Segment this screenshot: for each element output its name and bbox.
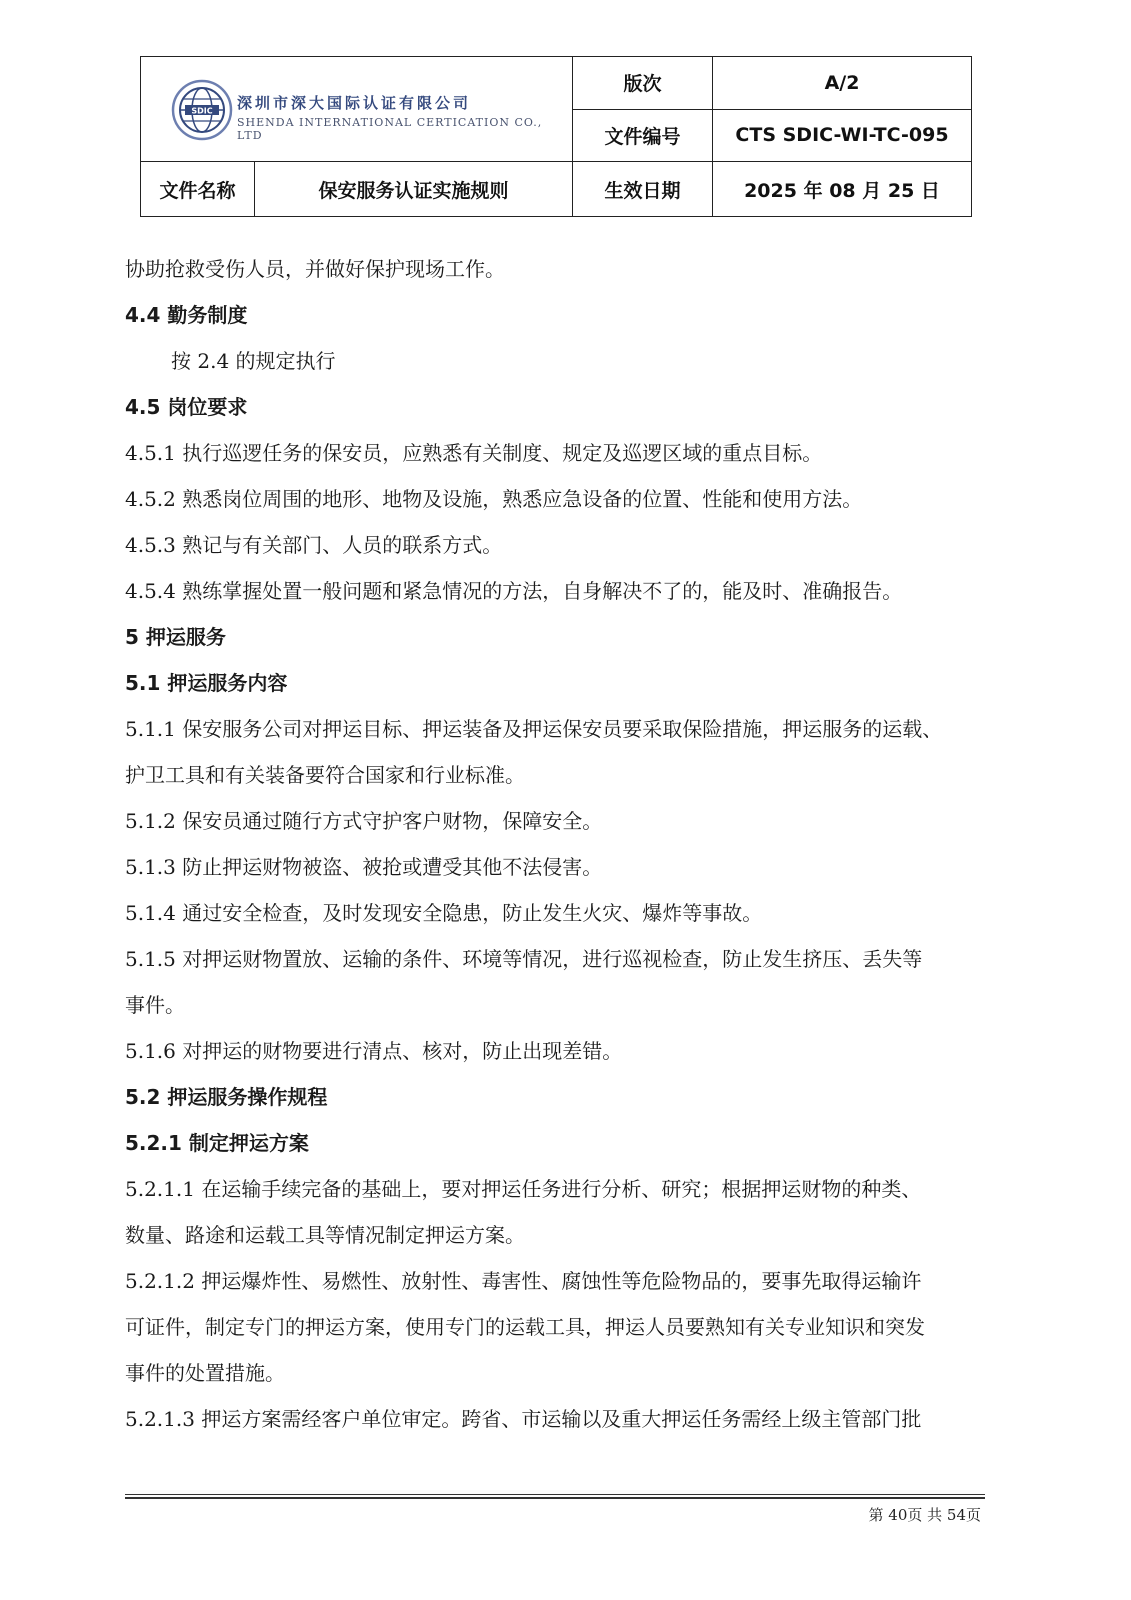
body-line: 5.2.1.3 押运方案需经客户单位审定。跨省、市运输以及重大押运任务需经上级主管部门批 [125,1407,922,1431]
section-heading: 4.5 岗位要求 [125,395,248,419]
section-heading: 5.1 押运服务内容 [125,671,288,695]
body-line: 5.1.6 对押运的财物要进行清点、核对，防止出现差错。 [125,1039,623,1063]
company-name-en: SHENDA INTERNATIONAL CERTICATION CO., LTD [237,116,543,142]
body-line: 4.5.4 熟练掌握处置一般问题和紧急情况的方法，自身解决不了的，能及时、准确报告。 [125,579,903,603]
header-table [140,56,972,217]
doc-number-label: 文件编号 [573,109,713,162]
effective-date-value: 2025 年 08 月 25 日 [713,162,972,217]
body-line: 5.1.3 防止押运财物被盗、被抢或遭受其他不法侵害。 [125,855,603,879]
body-line: 5.1.4 通过安全检查，及时发现安全隐患，防止发生火灾、爆炸等事故。 [125,901,763,925]
section-heading: 5 押运服务 [125,625,226,649]
effective-date-label: 生效日期 [573,162,713,217]
version-value: A/2 [713,57,972,110]
company-logo-icon [171,79,233,141]
body-line: 可证件，制定专门的押运方案，使用专门的运载工具，押运人员要熟知有关专业知识和突发 [125,1315,925,1339]
body-line: 5.2.1.2 押运爆炸性、易燃性、放射性、毒害性、腐蚀性等危险物品的，要事先取得运输许 [125,1269,922,1293]
body-line: 4.5.3 熟记与有关部门、人员的联系方式。 [125,533,503,557]
logo-cell [141,57,573,162]
body-line: 4.5.1 执行巡逻任务的保安员，应熟悉有关制度、规定及巡逻区域的重点目标。 [125,441,823,465]
doc-name-label: 文件名称 [141,162,255,217]
body-line: 按 2.4 的规定执行 [171,349,336,373]
logo-text: SDIC [191,106,213,116]
document-body [125,246,1015,1442]
body-line: 协助抢救受伤人员，并做好保护现场工作。 [125,257,505,281]
footer-divider [125,1494,985,1495]
version-label: 版次 [573,57,713,110]
footer-divider-thick [125,1497,985,1499]
body-line: 4.5.2 熟悉岗位周围的地形、地物及设施，熟悉应急设备的位置、性能和使用方法。 [125,487,863,511]
body-line: 5.2.1.1 在运输手续完备的基础上，要对押运任务进行分析、研究；根据押运财物的种类、 [125,1177,922,1201]
page-number: 第 40页 共 54页 [868,1506,981,1524]
company-name-cn: 深圳市深大国际认证有限公司 [237,94,472,112]
section-heading: 5.2 押运服务操作规程 [125,1085,328,1109]
body-line: 事件。 [125,993,185,1017]
section-heading: 5.2.1 制定押运方案 [125,1131,309,1155]
body-line: 5.1.5 对押运财物置放、运输的条件、环境等情况，进行巡视检查，防止发生挤压、丢失等 [125,947,923,971]
body-line: 护卫工具和有关装备要符合国家和行业标准。 [125,763,525,787]
body-line: 数量、路途和运载工具等情况制定押运方案。 [125,1223,525,1247]
body-line: 5.1.1 保安服务公司对押运目标、押运装备及押运保安员要采取保险措施，押运服务的运载、 [125,717,943,741]
body-line: 5.1.2 保安员通过随行方式守护客户财物，保障安全。 [125,809,603,833]
section-heading: 4.4 勤务制度 [125,303,248,327]
doc-number-value: CTS SDIC-WI-TC-095 [713,109,972,162]
body-line: 事件的处置措施。 [125,1361,285,1385]
doc-name-value: 保安服务认证实施规则 [255,162,573,217]
